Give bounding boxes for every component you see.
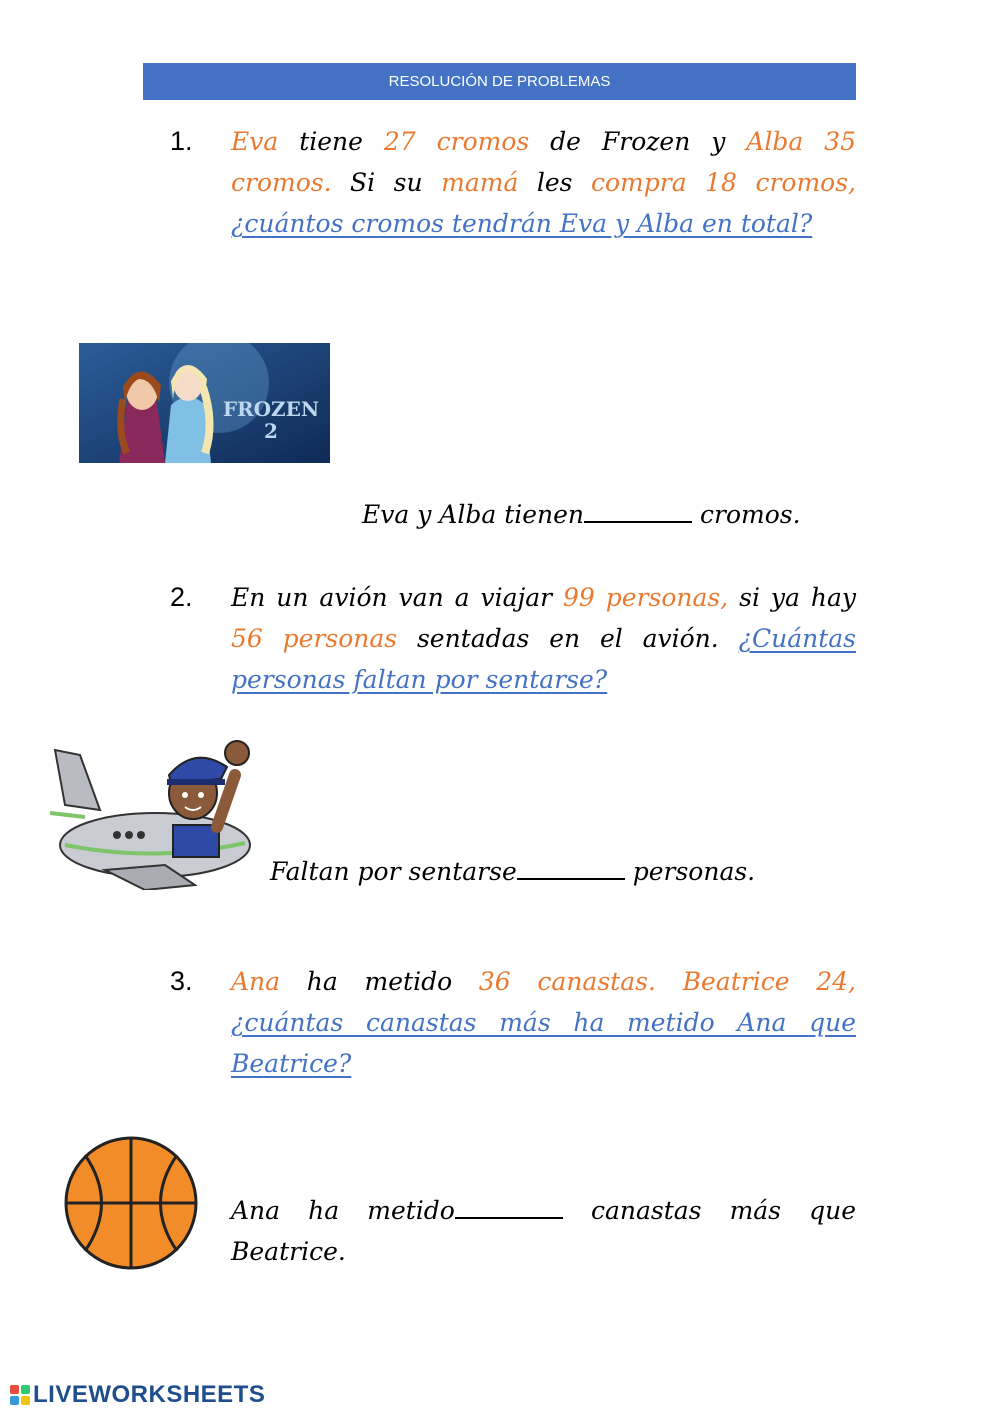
liveworksheets-logo[interactable] [10,1380,265,1410]
answer-2-blank[interactable] [517,858,625,880]
problem-1-number: 1. [170,126,193,156]
pilot-airplane-image [45,735,255,890]
text-segment: Ana [231,967,281,996]
text-segment: de Frozen y [529,127,747,156]
text-segment: ¿Cuántas personas faltan por sentarse? [231,624,856,694]
answer-3-prefix: Ana ha metido [231,1196,455,1225]
answer-2-prefix: Faltan por sentarse [270,857,517,886]
text-segment: les [518,168,591,197]
text-segment: tiene [278,127,384,156]
answer-3-suffix: canastas más que Beatrice. [231,1196,857,1266]
answer-1-prefix: Eva y Alba tienen [362,500,585,529]
text-segment: si ya hay [728,583,857,612]
problem-2-text [231,577,856,700]
text-segment: Eva [231,127,279,156]
answer-1-blank[interactable] [584,501,692,523]
text-segment: sentadas en el avión. [397,624,739,653]
worksheet-title: RESOLUCIÓN DE PROBLEMAS [388,73,611,90]
worksheet-title-bar [143,63,856,100]
text-segment: mamá [441,168,519,197]
text-segment: ¿cuántos cromos tendrán Eva y Alba en total? [231,209,813,238]
text-segment: 27 cromos [383,127,530,156]
problem-2-number: 2. [170,582,193,612]
text-segment: Alba 35 cromos. [231,127,856,197]
frozen-number-text: 2 [264,419,278,443]
problem-3-text [231,961,856,1084]
text-segment: En un avión van a viajar [231,583,564,612]
problem-3-answer [231,1190,856,1272]
problem-3-number: 3. [170,966,193,996]
text-segment: ¿cuántas canastas más ha metido Ana que Beatrice? [231,1008,856,1078]
answer-2-suffix: personas. [624,857,756,886]
logo-grid-icon [10,1385,30,1405]
frozen-poster-image [79,343,330,463]
problem-1-text [231,121,856,244]
logo-text: LIVEWORKSHEETS [33,1381,266,1408]
text-segment: Si su [331,168,442,197]
answer-3-blank[interactable] [455,1197,563,1219]
basketball-image [63,1135,199,1271]
text-segment: compra 18 cromos, [591,168,856,197]
answer-1-suffix: cromos. [692,500,801,529]
text-segment: 99 personas, [563,583,729,612]
problem-1-answer [362,500,801,529]
text-segment: ha metido [280,967,479,996]
problem-2-answer [270,857,755,886]
text-segment: 56 personas [231,624,398,653]
text-segment: 36 canastas. Beatrice 24, [478,967,856,996]
frozen-title-text: FROZEN [222,397,320,421]
